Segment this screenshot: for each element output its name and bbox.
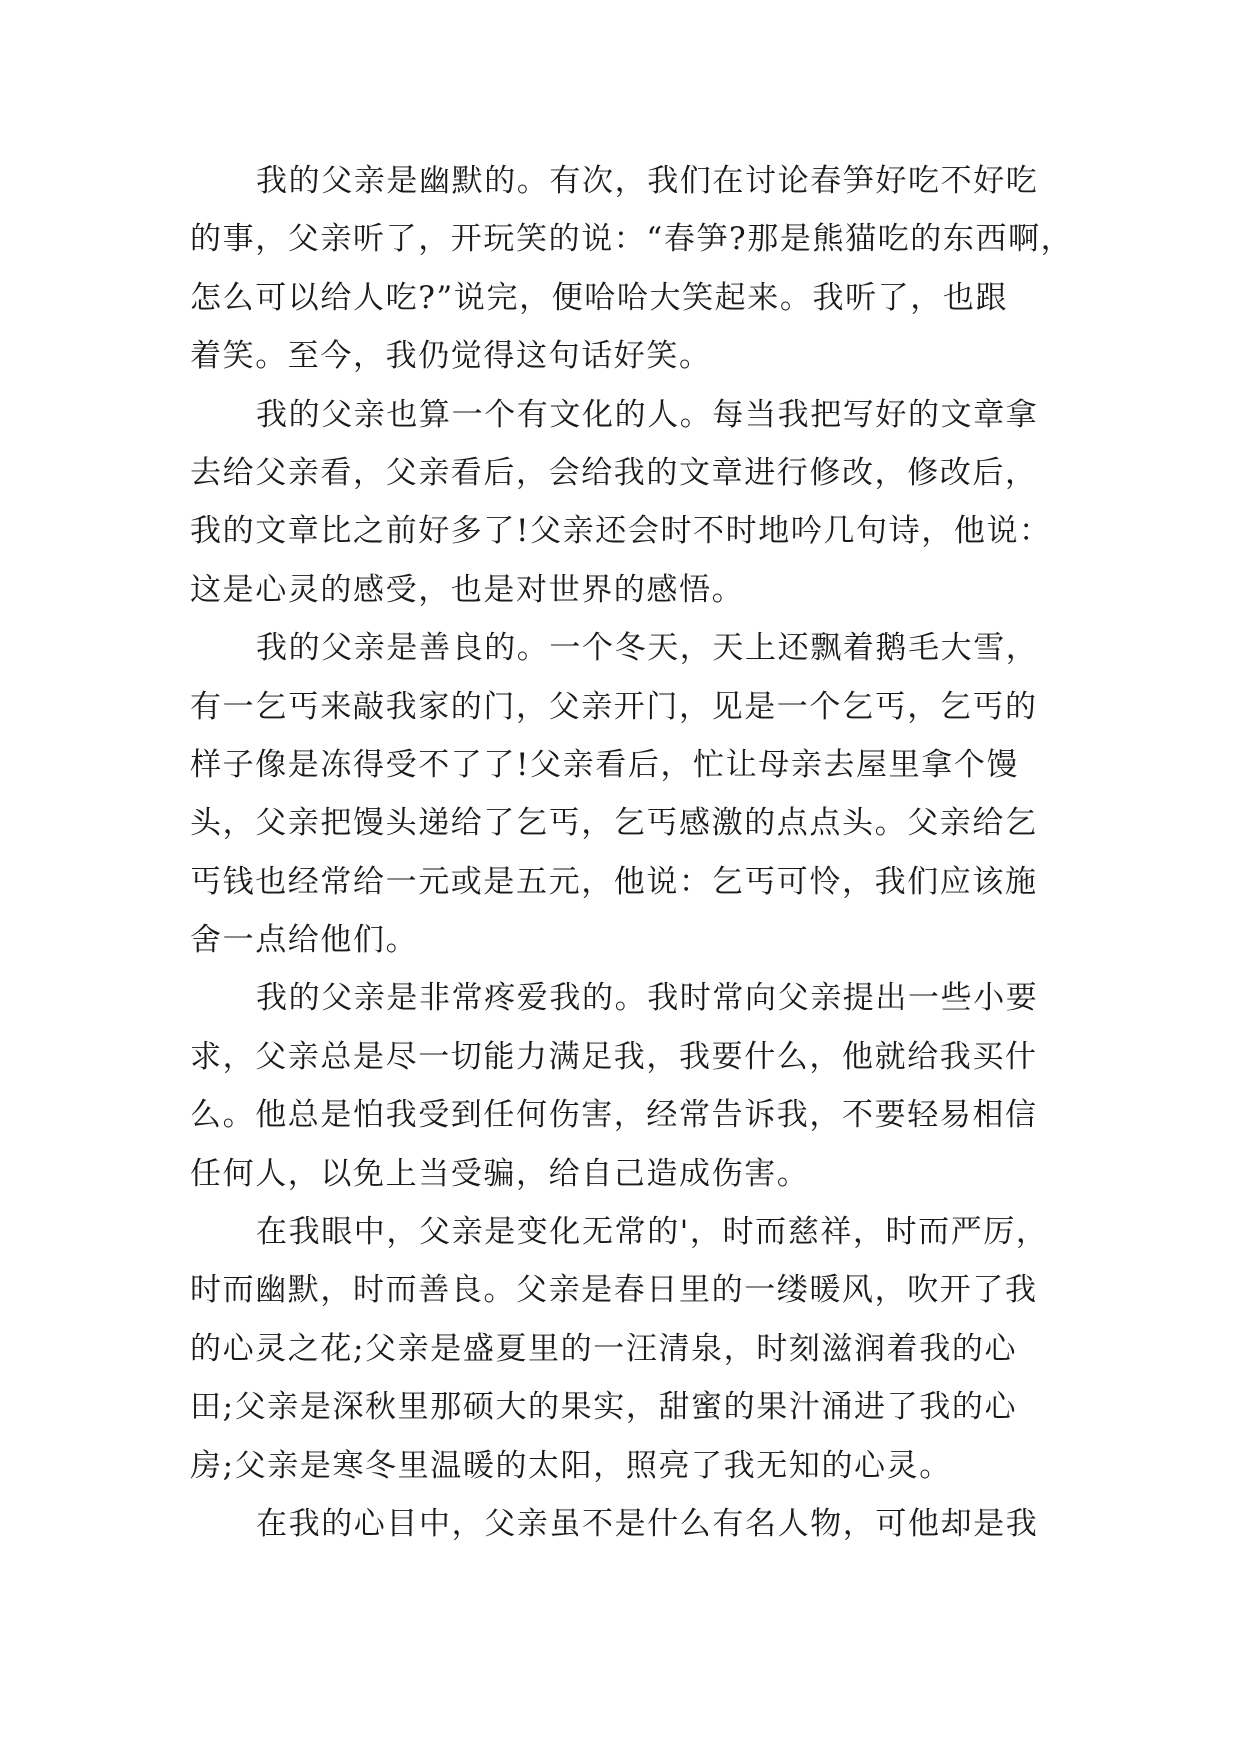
text-line: 任何人，以免上当受骗，给自己造成伤害。 [190,1155,810,1192]
text-line: 么。他总是怕我受到任何伤害，经常告诉我，不要轻易相信 [190,1097,1038,1134]
text-line: 我的文章比之前好多了!父亲还会时不时地吟几句诗，他说： [190,513,1052,550]
text-line: 房;父亲是寒冬里温暖的太阳，照亮了我无知的心灵。 [190,1447,952,1484]
text-line: 舍一点给他们。 [190,922,419,959]
text-line: 的事，父亲听了，开玩笑的说：“春笋?那是熊猫吃的东西啊， [190,221,1074,258]
text-line: 田;父亲是深秋里那硕大的果实，甜蜜的果汁涌进了我的心 [190,1389,1018,1426]
paragraph-closing [190,1495,1070,1553]
text-line: 的心灵之花;父亲是盛夏里的一汪清泉，时刻滋润着我的心 [190,1330,1018,1367]
paragraph-seasons [190,1203,1070,1495]
text-line: 头，父亲把馒头递给了乞丐，乞丐感激的点点头。父亲给乞 [190,805,1038,842]
text-line: 求，父亲总是尽一切能力满足我，我要什么，他就给我买什 [190,1038,1038,1075]
text-line: 着笑。至今，我仍觉得这句话好笑。 [190,338,712,375]
text-line: 样子像是冻得受不了了!父亲看后，忙让母亲去屋里拿个馒 [190,746,1020,783]
text-line: 我的父亲也算一个有文化的人。每当我把写好的文章拿 [256,396,1039,433]
text-line: 有一乞丐来敲我家的门，父亲开门，见是一个乞丐，乞丐的 [190,688,1038,725]
text-line: 时而幽默，时而善良。父亲是春日里的一缕暖风，吹开了我 [190,1272,1038,1309]
paragraph-kindness [190,619,1070,969]
paragraph-love [190,969,1070,1203]
text-line: 我的父亲是幽默的。有次，我们在讨论春笋好吃不好吃 [256,163,1039,199]
text-line: 在我的心目中，父亲虽不是什么有名人物，可他却是我 [256,1505,1039,1542]
text-line: 这是心灵的感受，也是对世界的感悟。 [190,571,745,608]
paragraph-culture [190,386,1070,620]
text-line: 在我眼中，父亲是变化无常的'，时而慈祥，时而严厉， [256,1214,1049,1251]
text-line: 去给父亲看，父亲看后，会给我的文章进行修改，修改后， [190,454,1038,491]
article-body [190,152,1074,1553]
text-line: 我的父亲是非常疼爱我的。我时常向父亲提出一些小要 [256,980,1039,1017]
text-line: 我的父亲是善良的。一个冬天，天上还飘着鹅毛大雪， [256,630,1039,667]
text-line: 怎么可以给人吃?”说完，便哈哈大笑起来。我听了，也跟 [190,279,1009,316]
text-line: 丐钱也经常给一元或是五元，他说：乞丐可怜，我们应该施 [190,863,1038,900]
paragraph-humor [190,152,1074,386]
